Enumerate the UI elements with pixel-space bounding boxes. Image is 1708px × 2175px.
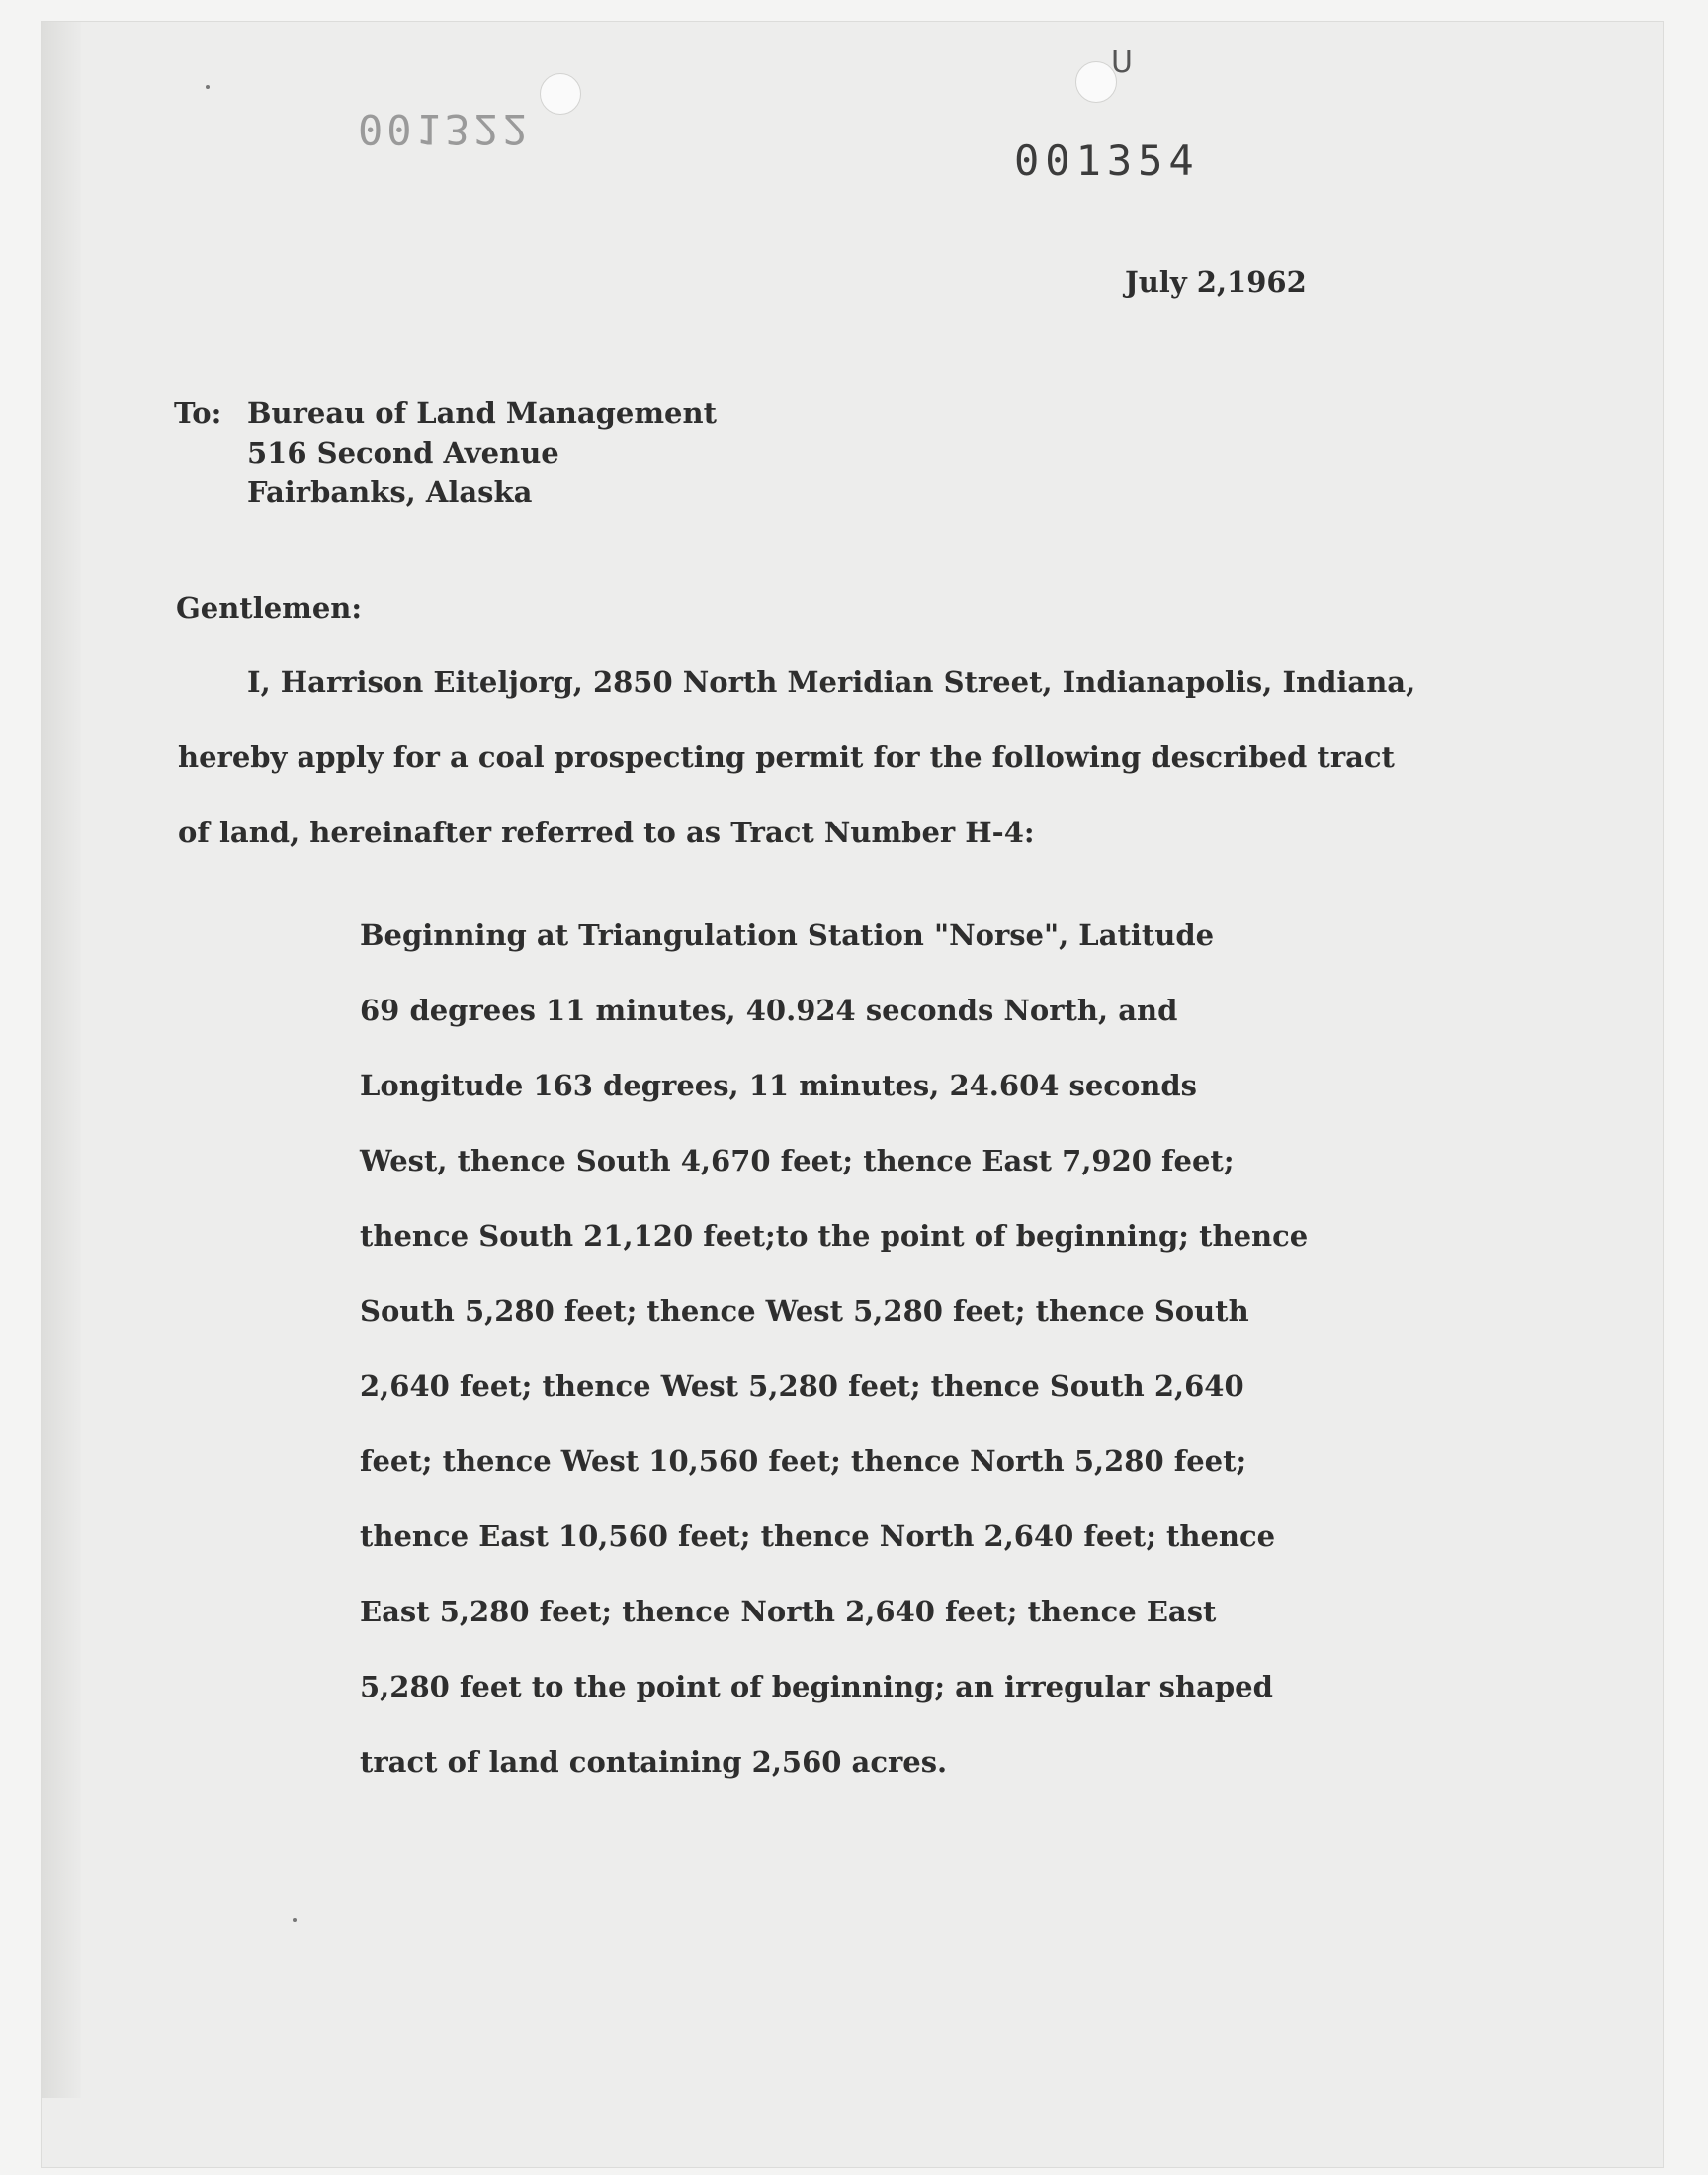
salutation: Gentlemen: <box>176 591 363 625</box>
recipient-street: 516 Second Avenue <box>247 436 559 470</box>
application-paragraph <box>178 645 1483 870</box>
description-line: South 5,280 feet; thence West 5,280 feet; thence South <box>360 1294 1249 1328</box>
punch-hole-left <box>540 73 581 115</box>
description-line: Longitude 163 degrees, 11 minutes, 24.604 seconds <box>360 1069 1197 1102</box>
description-line: West, thence South 4,670 feet; thence East 7,920 feet; <box>360 1144 1235 1177</box>
description-line: 5,280 feet to the point of beginning; an irregular shaped <box>360 1670 1273 1703</box>
corner-mark: U <box>1111 45 1133 80</box>
speck-mark <box>293 1918 297 1922</box>
recipient-city: Fairbanks, Alaska <box>247 476 533 509</box>
letter-date: July 2,1962 <box>1125 265 1307 299</box>
tract-description <box>360 898 1328 1799</box>
to-label: To: <box>174 396 222 430</box>
description-line: thence South 21,120 feet;to the point of beginning; thence <box>360 1219 1309 1253</box>
description-line: tract of land containing 2,560 acres. <box>360 1745 948 1779</box>
paragraph-line: I, Harrison Eiteljorg, 2850 North Meridian Street, Indianapolis, Indiana, <box>247 665 1416 699</box>
mirrored-document-number: 001322 <box>358 105 532 153</box>
description-line: East 5,280 feet; thence North 2,640 feet; thence East <box>360 1595 1217 1628</box>
document-number-stamp: 001354 <box>1014 136 1200 185</box>
paragraph-line: of land, hereinafter referred to as Tract Number H-4: <box>178 816 1035 849</box>
recipient-name: Bureau of Land Management <box>247 396 717 430</box>
description-line: 69 degrees 11 minutes, 40.924 seconds North, and <box>360 994 1178 1027</box>
page-left-edge <box>42 22 81 2098</box>
description-line: thence East 10,560 feet; thence North 2,640 feet; thence <box>360 1520 1276 1553</box>
recipient-block <box>174 393 717 512</box>
description-line: feet; thence West 10,560 feet; thence North 5,280 feet; <box>360 1444 1247 1478</box>
description-line: 2,640 feet; thence West 5,280 feet; thence South 2,640 <box>360 1369 1244 1403</box>
paragraph-line: hereby apply for a coal prospecting permit for the following described tract <box>178 740 1395 774</box>
description-line: Beginning at Triangulation Station "Norse", Latitude <box>360 918 1215 952</box>
recipient-line <box>174 393 717 433</box>
speck-mark <box>206 85 210 89</box>
